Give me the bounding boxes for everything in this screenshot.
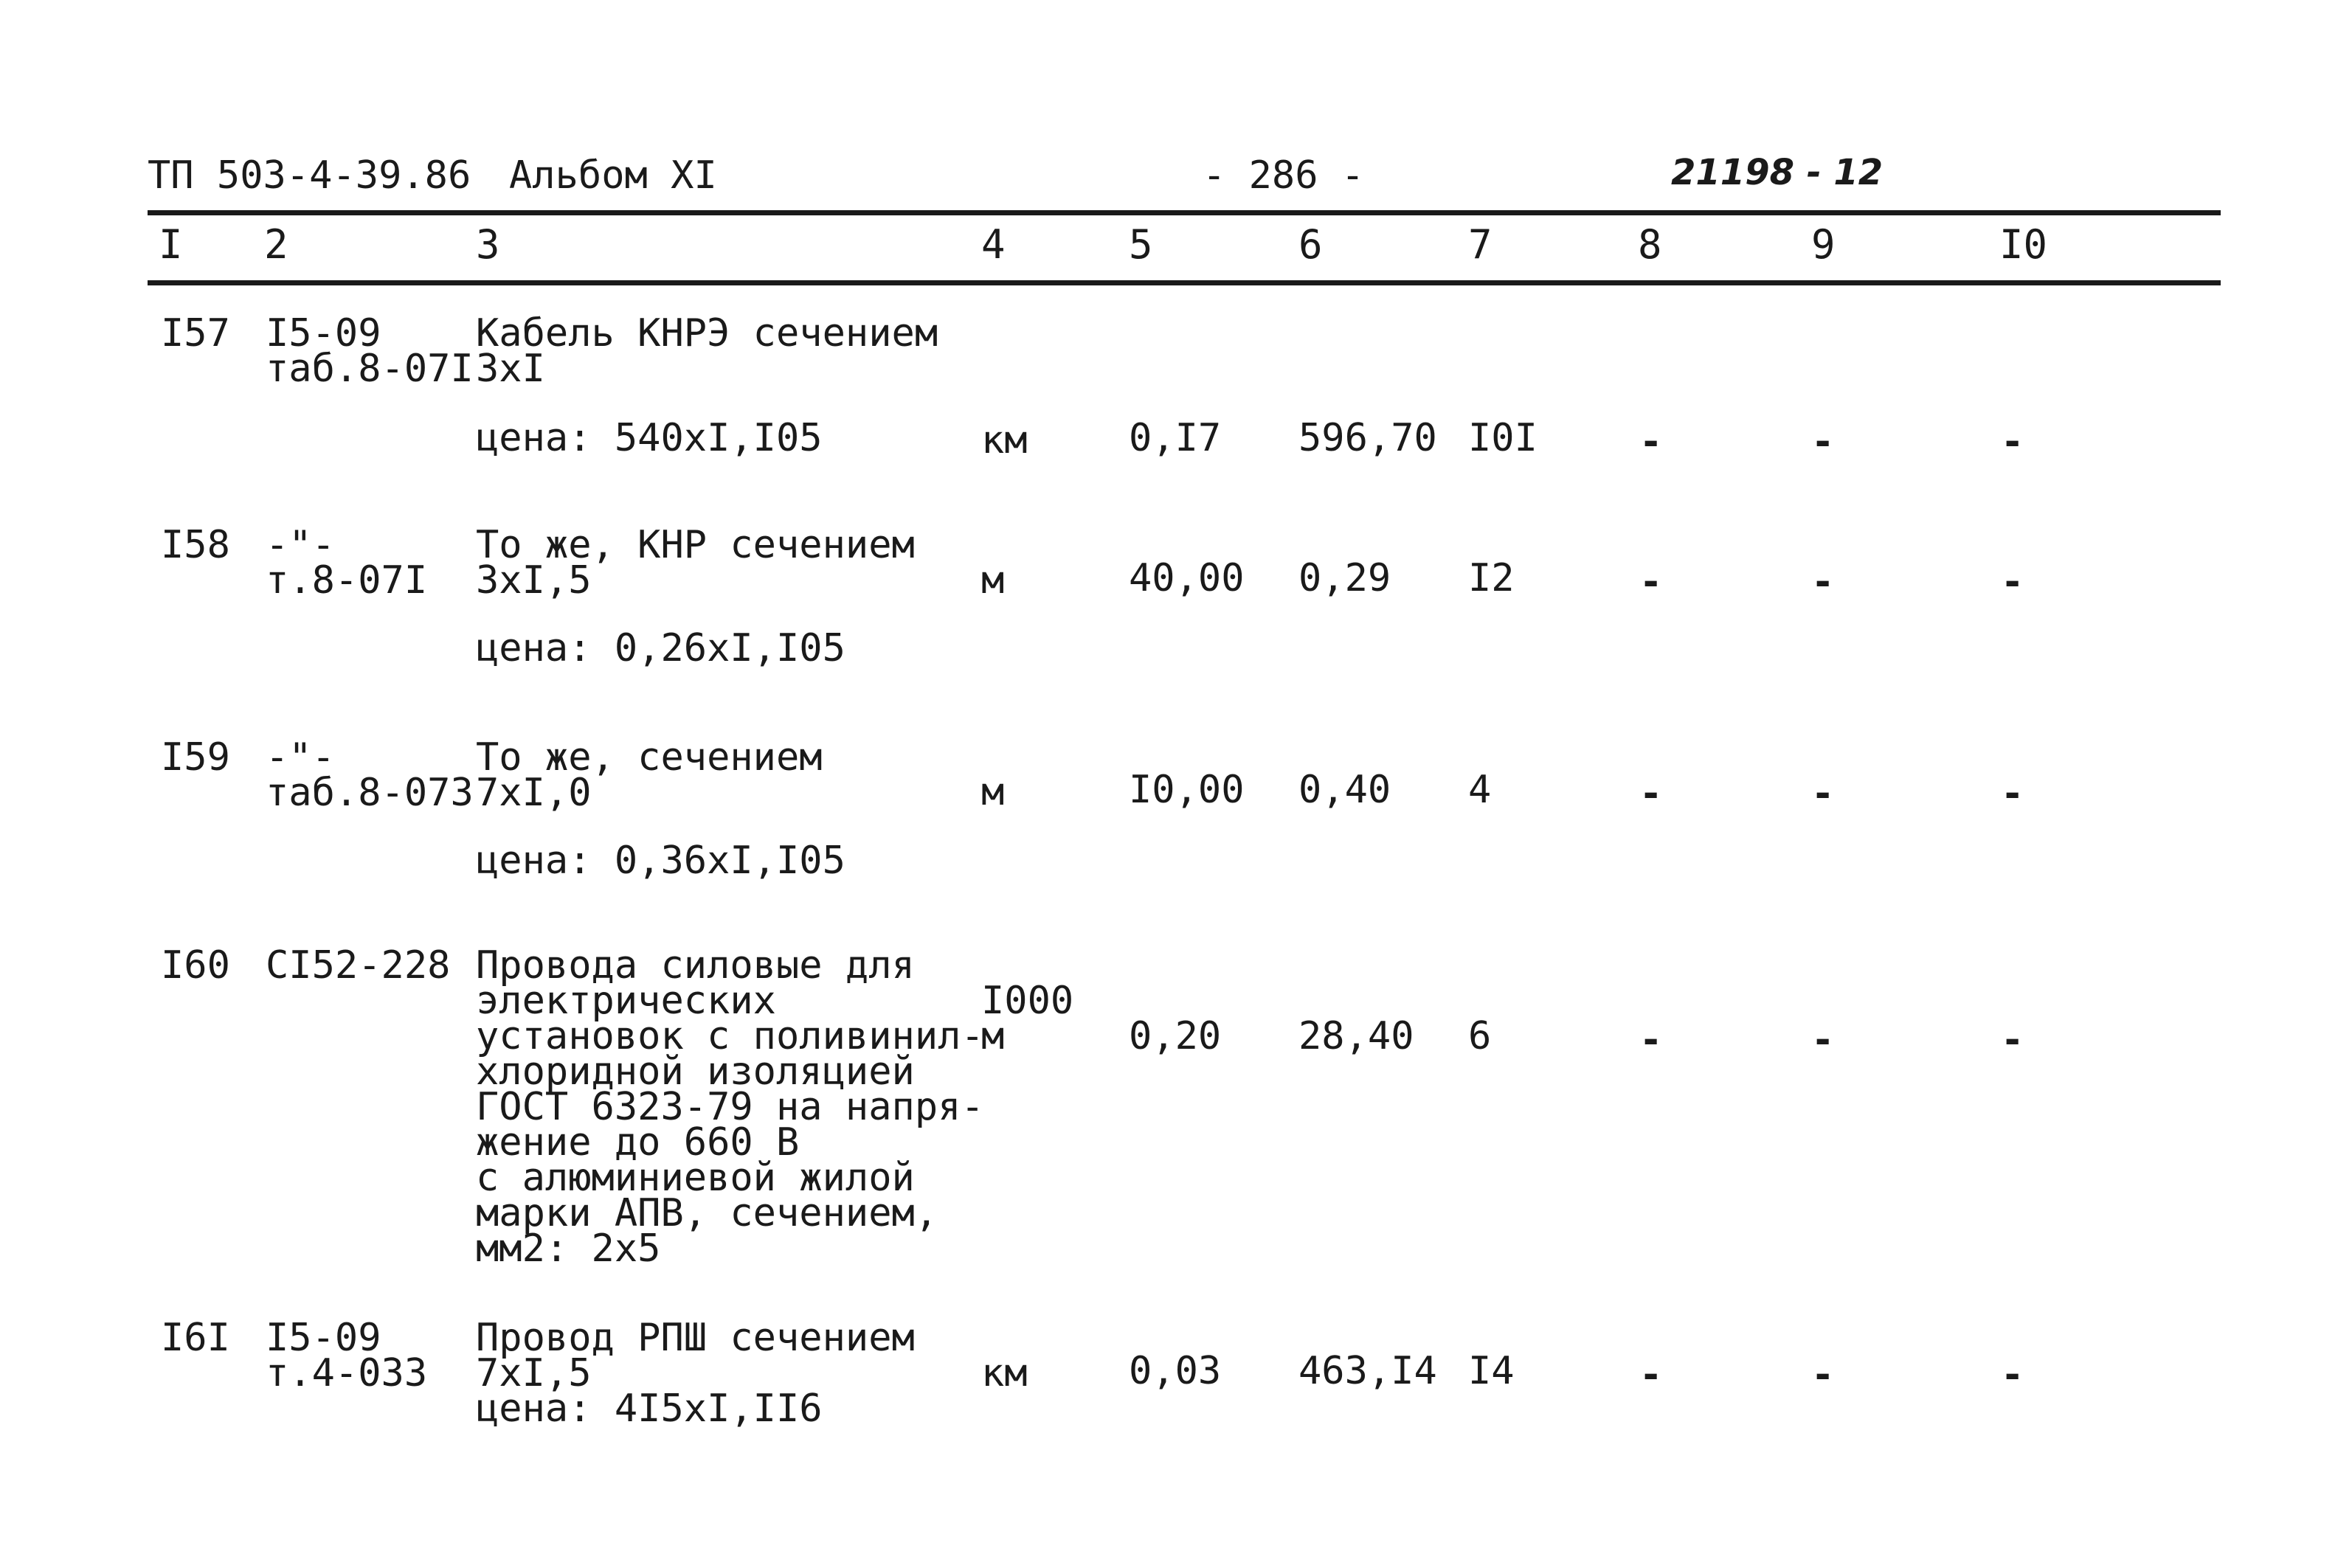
row-number: I60 — [161, 943, 230, 988]
row-col9: - — [1811, 420, 1835, 464]
row-description: То же, КНР сечением 3xI,5 — [476, 523, 915, 603]
row-reference: I5-09 таб.8-07I — [266, 311, 474, 391]
row-col9: - — [1811, 560, 1835, 604]
row-col9: - — [1811, 771, 1835, 816]
row-description: Провод РПШ сечением 7xI,5 цена: 4I5xI,II6 — [476, 1316, 915, 1431]
table-top-rule — [148, 210, 2221, 215]
row-number: I58 — [161, 523, 230, 567]
row-col10: - — [2001, 420, 2024, 464]
document-code: 21198 - 12 — [1671, 152, 1884, 193]
row-quantity: 0,I7 — [1129, 416, 1222, 460]
row-reference: CI52-228 — [266, 943, 451, 988]
row-description: То же, сечением 7xI,0 — [476, 735, 823, 815]
row-number: I6I — [161, 1316, 230, 1360]
column-header: 2 — [264, 221, 288, 268]
row-reference: I5-09 т.4-033 — [266, 1316, 428, 1395]
row-col8: - — [1639, 1018, 1663, 1062]
row-quantity: 40,00 — [1129, 556, 1245, 600]
row-total: I0I — [1468, 416, 1538, 460]
column-header: 9 — [1811, 221, 1836, 268]
row-unit: км — [981, 418, 1028, 462]
row-description: Провода силовые для электрических установок с поливинил- хлоридной изоляцией ГОСТ 6323-79 на напря- жение до 660 В с алюминиевой жилой марки АПВ, сечением, мм2: 2x5 — [476, 943, 984, 1271]
page-number: - 286 - — [1203, 153, 1365, 198]
row-total: 4 — [1468, 768, 1492, 812]
row-cost: 463,I4 — [1298, 1349, 1437, 1393]
album-label: Альбом XI — [509, 153, 717, 198]
row-total: I4 — [1468, 1349, 1515, 1393]
row-unit: м — [981, 558, 1005, 603]
column-header: 4 — [981, 221, 1006, 268]
row-col10: - — [2001, 1353, 2024, 1397]
row-number: I59 — [161, 735, 230, 780]
column-header: 7 — [1468, 221, 1493, 268]
row-col10: - — [2001, 1018, 2024, 1062]
row-number: I57 — [161, 311, 230, 355]
row-total: 6 — [1468, 1014, 1492, 1058]
row-unit: м — [981, 770, 1005, 814]
column-header: 8 — [1638, 221, 1662, 268]
row-unit: I000 м — [981, 979, 1074, 1058]
column-header: 3 — [476, 221, 500, 268]
row-price: цена: 0,26xI,I05 — [476, 626, 845, 670]
row-reference: -"- таб.8-073 — [266, 735, 474, 815]
row-cost: 0,29 — [1298, 556, 1391, 600]
row-cost: 596,70 — [1298, 416, 1437, 460]
row-col8: - — [1639, 420, 1663, 464]
row-col10: - — [2001, 560, 2024, 604]
column-header: I0 — [1999, 221, 2048, 268]
row-col9: - — [1811, 1353, 1835, 1397]
row-quantity: I0,00 — [1129, 768, 1245, 812]
row-col8: - — [1639, 771, 1663, 816]
row-col10: - — [2001, 771, 2024, 816]
column-header: 5 — [1129, 221, 1153, 268]
row-col8: - — [1639, 1353, 1663, 1397]
row-price: цена: 540xI,I05 — [476, 416, 823, 460]
column-header: I — [159, 221, 183, 268]
row-unit: км — [981, 1351, 1028, 1395]
row-total: I2 — [1468, 556, 1515, 600]
table-header-rule — [148, 280, 2221, 285]
row-price: цена: 0,36xI,I05 — [476, 839, 845, 883]
row-quantity: 0,03 — [1129, 1349, 1222, 1393]
row-quantity: 0,20 — [1129, 1014, 1222, 1058]
row-col9: - — [1811, 1018, 1835, 1062]
row-reference: -"- т.8-07I — [266, 523, 428, 603]
row-description: Кабель КНРЭ сечением 3xI — [476, 311, 938, 391]
row-col8: - — [1639, 560, 1663, 604]
row-cost: 28,40 — [1298, 1014, 1414, 1058]
column-header: 6 — [1298, 221, 1323, 268]
row-cost: 0,40 — [1298, 768, 1391, 812]
doc-number: ТП 503-4-39.86 — [148, 153, 471, 198]
